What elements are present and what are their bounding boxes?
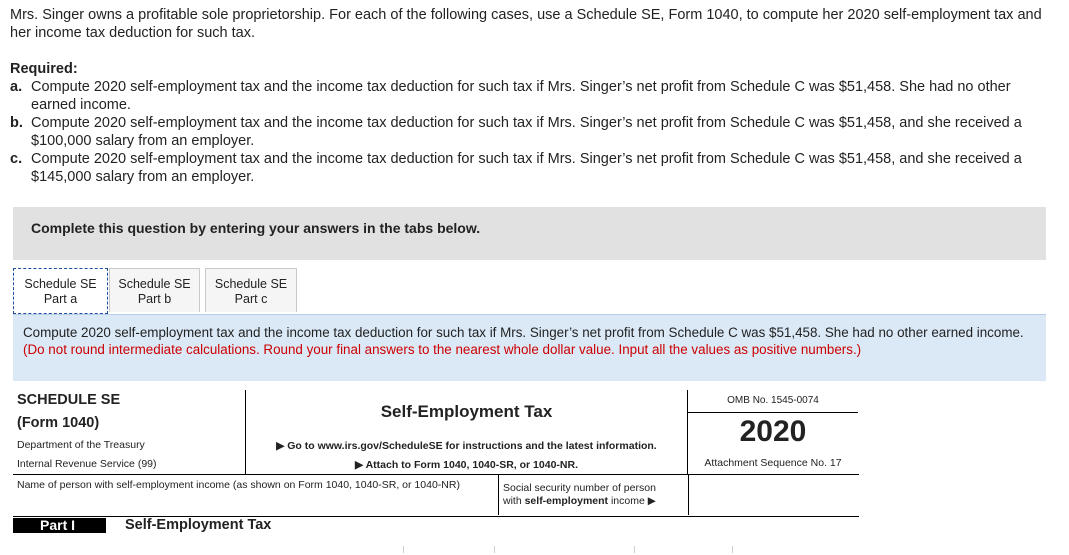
divider xyxy=(403,546,404,553)
part-label: Part I xyxy=(13,518,106,533)
ssn-label-post: income ▶ xyxy=(608,495,656,507)
divider xyxy=(688,412,858,413)
required-item-c xyxy=(10,150,1050,186)
prompt-text: Compute 2020 self-employment tax and the income tax deduction for such tax if Mrs. Singer’s net profit from Schedule C was $51,458. She had no other earned income. xyxy=(23,325,1024,340)
divider xyxy=(634,546,635,553)
tab-part-b[interactable] xyxy=(109,268,200,312)
tab-label-line1: Schedule SE xyxy=(24,277,97,291)
intro-text xyxy=(10,6,1050,42)
tab-part-c[interactable] xyxy=(205,268,297,312)
ssn-field xyxy=(498,474,689,515)
required-letter: c. xyxy=(10,151,23,167)
required-letter: a. xyxy=(10,79,23,95)
tab-part-a[interactable] xyxy=(13,268,108,314)
part-title: Self-Employment Tax xyxy=(125,517,272,533)
required-letter: b. xyxy=(10,115,23,131)
form-header-center xyxy=(246,390,688,474)
required-heading: Required: xyxy=(10,61,78,77)
instructions-bar xyxy=(13,207,1046,260)
required-item-a xyxy=(10,78,1050,114)
divider xyxy=(732,546,733,553)
required-item-b xyxy=(10,114,1050,150)
attach-note: ▶ Attach to Form 1040, 1040-SR, or 1040-NR. xyxy=(354,459,578,471)
required-text: Compute 2020 self-employment tax and the income tax deduction for such tax if Mrs. Singer’s net profit from Schedule C was $51,458, and she received a $100,000 salary from an employer. xyxy=(31,115,1022,149)
tab-label-line2: Part b xyxy=(137,292,172,306)
intro-paragraph: Mrs. Singer owns a profitable sole proprietorship. For each of the following cases, use a Schedule SE, Form 1040, to compute her 2020 self-employment tax and her income tax deduction for such tax. xyxy=(10,7,1042,41)
attachment-sequence: Attachment Sequence No. 17 xyxy=(704,457,842,469)
ssn-label xyxy=(503,482,656,508)
irs-label: Internal Revenue Service (99) xyxy=(17,458,157,470)
table-column-guides xyxy=(0,546,1069,553)
divider xyxy=(494,546,495,553)
tab-label-line1: Schedule SE xyxy=(118,277,191,291)
form-name: (Form 1040) xyxy=(17,415,100,431)
ssn-label-pre: with xyxy=(503,495,525,507)
tab-label-line2: Part a xyxy=(43,292,78,306)
tab-label-line1: Schedule SE xyxy=(214,277,288,291)
question-prompt xyxy=(13,314,1046,381)
name-field-label: Name of person with self-employment income (as shown on Form 1040, 1040-SR, or 1040-NR) xyxy=(17,479,460,491)
ssn-label-bold: self-employment xyxy=(524,495,609,507)
required-list xyxy=(10,78,1050,186)
required-text: Compute 2020 self-employment tax and the income tax deduction for such tax if Mrs. Singer’s net profit from Schedule C was $51,458. She had no other earned income. xyxy=(31,79,1011,113)
omb-number: OMB No. 1545-0074 xyxy=(727,395,819,406)
divider xyxy=(13,474,859,475)
instructions-link-text: ▶ Go to www.irs.gov/ScheduleSE for instructions and the latest information. xyxy=(276,440,657,452)
form-header-right xyxy=(688,390,858,474)
instructions-text: Complete this question by entering your answers in the tabs below. xyxy=(31,220,481,236)
tab-label-line2: Part c xyxy=(234,292,268,306)
schedule-title: SCHEDULE SE xyxy=(17,392,121,408)
form-header-left xyxy=(13,390,246,474)
schedule-se-form xyxy=(13,390,859,555)
prompt-note: (Do not round intermediate calculations. Round your final answers to the nearest whole dollar value. Input all the values as positive numbers.) xyxy=(23,341,862,357)
tax-year: 2020 xyxy=(739,415,807,448)
ssn-label-line1: Social security number of person xyxy=(503,482,656,494)
form-title: Self-Employment Tax xyxy=(380,402,553,421)
required-text: Compute 2020 self-employment tax and the income tax deduction for such tax if Mrs. Singer’s net profit from Schedule C was $51,458, and she received a $145,000 salary from an employer. xyxy=(31,151,1022,185)
department-label: Department of the Treasury xyxy=(17,439,145,451)
